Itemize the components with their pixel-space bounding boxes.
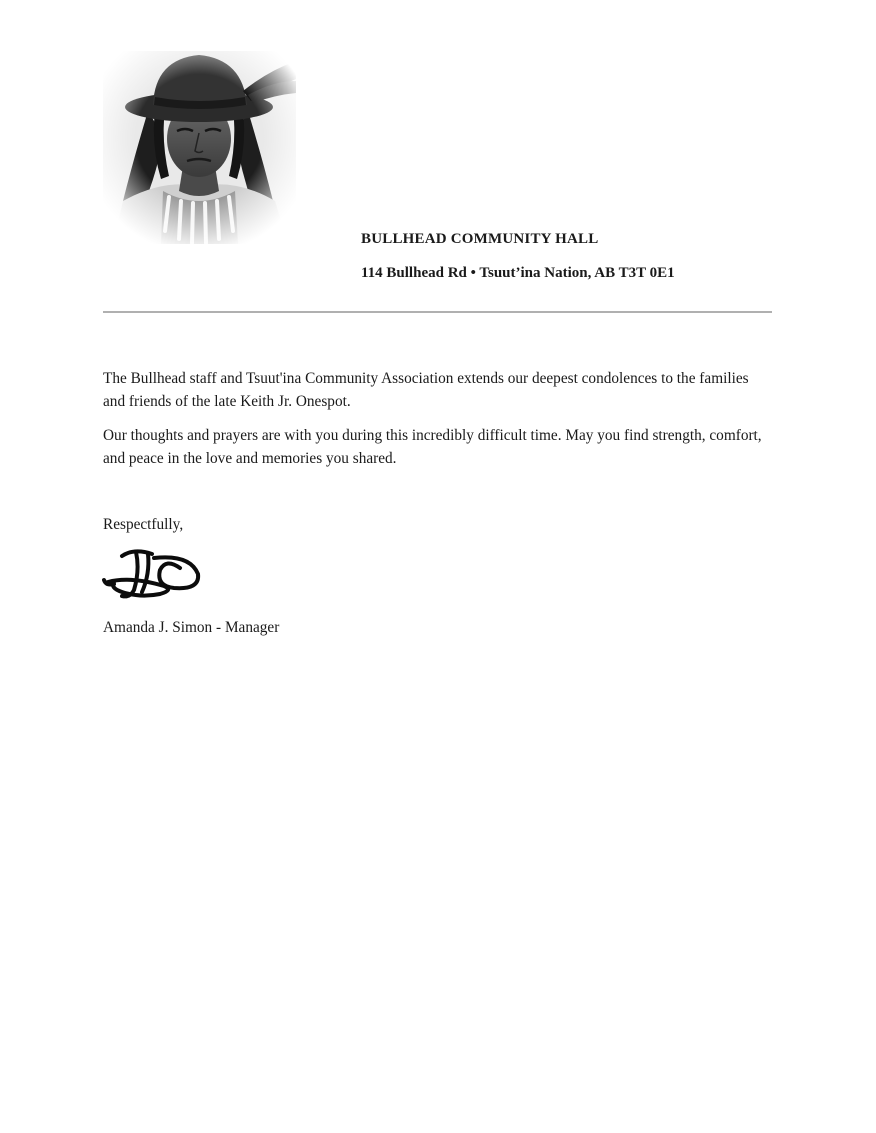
- handwritten-signature: [100, 546, 210, 604]
- organization-name: BULLHEAD COMMUNITY HALL: [361, 231, 599, 247]
- letter-paragraph: Our thoughts and prayers are with you during this incredibly difficult time. May you find strength, comfort, and peace in the love and memories you shared.: [103, 427, 762, 467]
- organization-address: 114 Bullhead Rd • Tsuut’ina Nation, AB T3T 0E1: [361, 265, 675, 281]
- header-divider: [103, 311, 772, 313]
- signer-name: Amanda J. Simon - Manager: [103, 619, 280, 636]
- letter-paragraph: The Bullhead staff and Tsuut'ina Community Association extends our deepest condolences to the families and friends of the late Keith Jr. Onespot.: [103, 370, 749, 410]
- letter-closing: Respectfully,: [103, 516, 184, 533]
- letter-body: [103, 367, 763, 481]
- portrait-photo: [103, 51, 296, 244]
